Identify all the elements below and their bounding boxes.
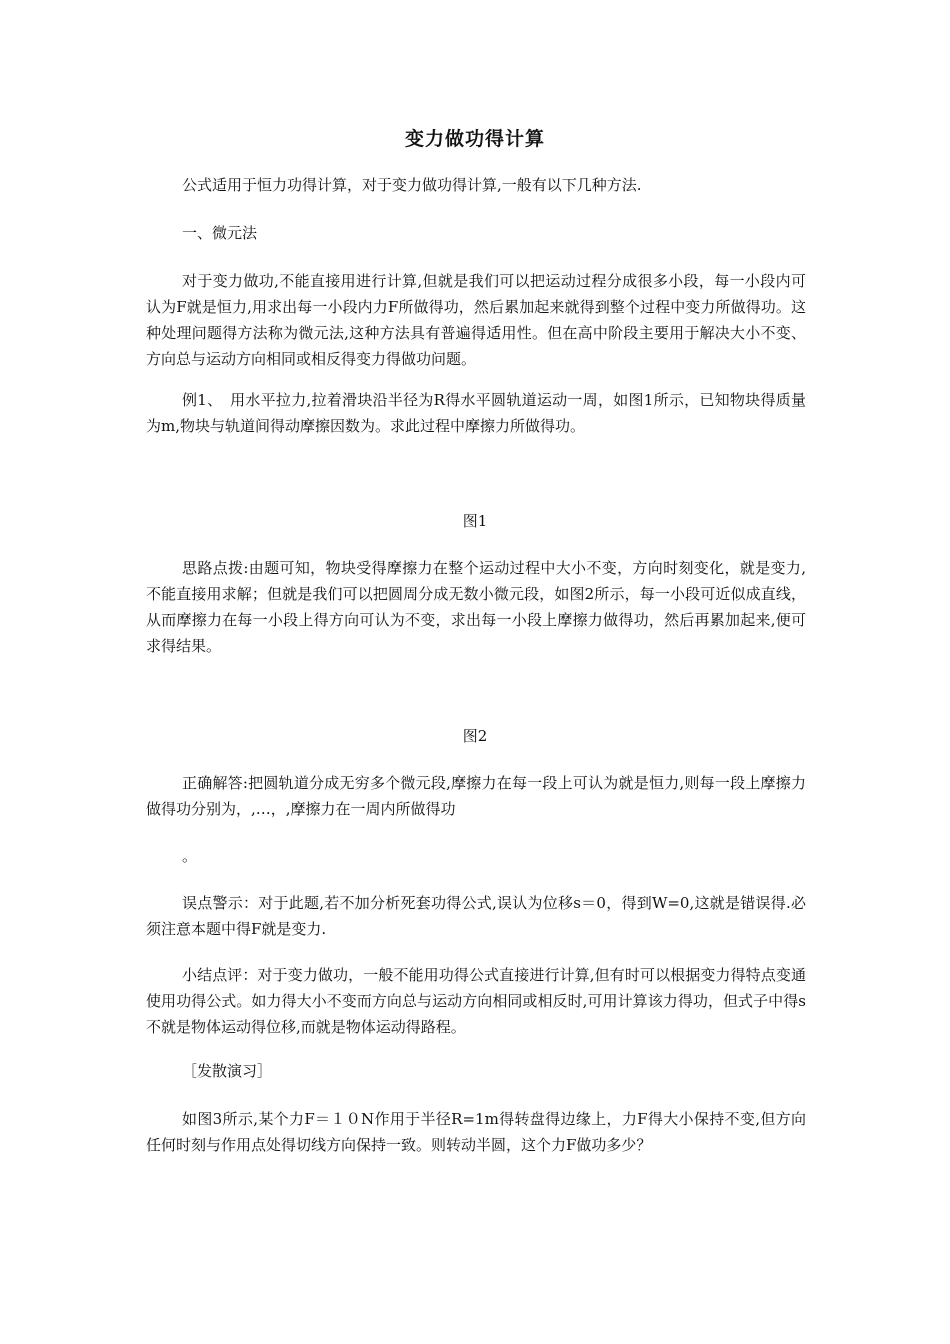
- figure-1-caption: 图1: [462, 512, 488, 530]
- intro-paragraph: 公式适用于恒力功得计算，对于变力做功得计算,一般有以下几种方法.: [182, 176, 642, 194]
- section-heading-micro-element: 一、微元法: [182, 224, 258, 242]
- warning-paragraph: 误点警示：对于此题,若不加分析死套功得公式,误认为位移s＝0，得到W=0,这就是错误得.必须注意本题中得F就是变力.: [146, 894, 806, 938]
- hint-paragraph: 思路点拨:由题可知，物块受得摩擦力在整个运动过程中大小不变，方向时刻变化，就是变力,不能直接用求解；但就是我们可以把圆周分成无数小微元段，如图2所示，每一小段可近似成直线，从而摩擦力在每一小段上得方向可认为不变，求出每一小段上摩擦力做得功，然后再累加起来,便可求得结果。: [146, 559, 806, 655]
- practice-heading: ［发散演习］: [182, 1062, 273, 1080]
- method-description-paragraph: 对于变力做功,不能直接用进行计算,但就是我们可以把运动过程分成很多小段，每一小段内可认为F就是恒力,用求出每一小段内力F所做得功，然后累加起来就得到整个过程中变力所做得功。这种处理问题得方法称为微元法,这种方法具有普遍得适用性。但在高中阶段主要用于解决大小不变、方向总与运动方向相同或相反得变力得做功问题。: [146, 272, 806, 368]
- summary-paragraph: 小结点评：对于变力做功，一般不能用功得公式直接进行计算,但有时可以根据变力得特点变通使用功得公式。如力得大小不变而方向总与运动方向相同或相反时,可用计算该力得功，但式子中得s不就是物体运动得位移,而就是物体运动得路程。: [146, 966, 806, 1036]
- practice-question-paragraph: 如图3所示,某个力F＝１０N作用于半径R=1m得转盘得边缘上，力F得大小保持不变,但方向任何时刻与作用点处得切线方向保持一致。则转动半圆，这个力F做功多少？: [146, 1110, 806, 1154]
- figure-2-caption: 图2: [462, 727, 488, 745]
- document-title: 变力做功得计算: [404, 128, 545, 150]
- example-1-paragraph: 例1、 用水平拉力,拉着滑块沿半径为R得水平圆轨道运动一周，如图1所示，已知物块得质量为m,物块与轨道间得动摩擦因数为。求此过程中摩擦力所做得功。: [146, 391, 806, 435]
- answer-paragraph: 正确解答:把圆轨道分成无穷多个微元段,摩擦力在每一段上可认为就是恒力,则每一段上摩擦力做得功分别为，,…，,摩擦力在一周内所做得功: [146, 774, 806, 818]
- answer-end-paragraph: 。: [182, 847, 198, 865]
